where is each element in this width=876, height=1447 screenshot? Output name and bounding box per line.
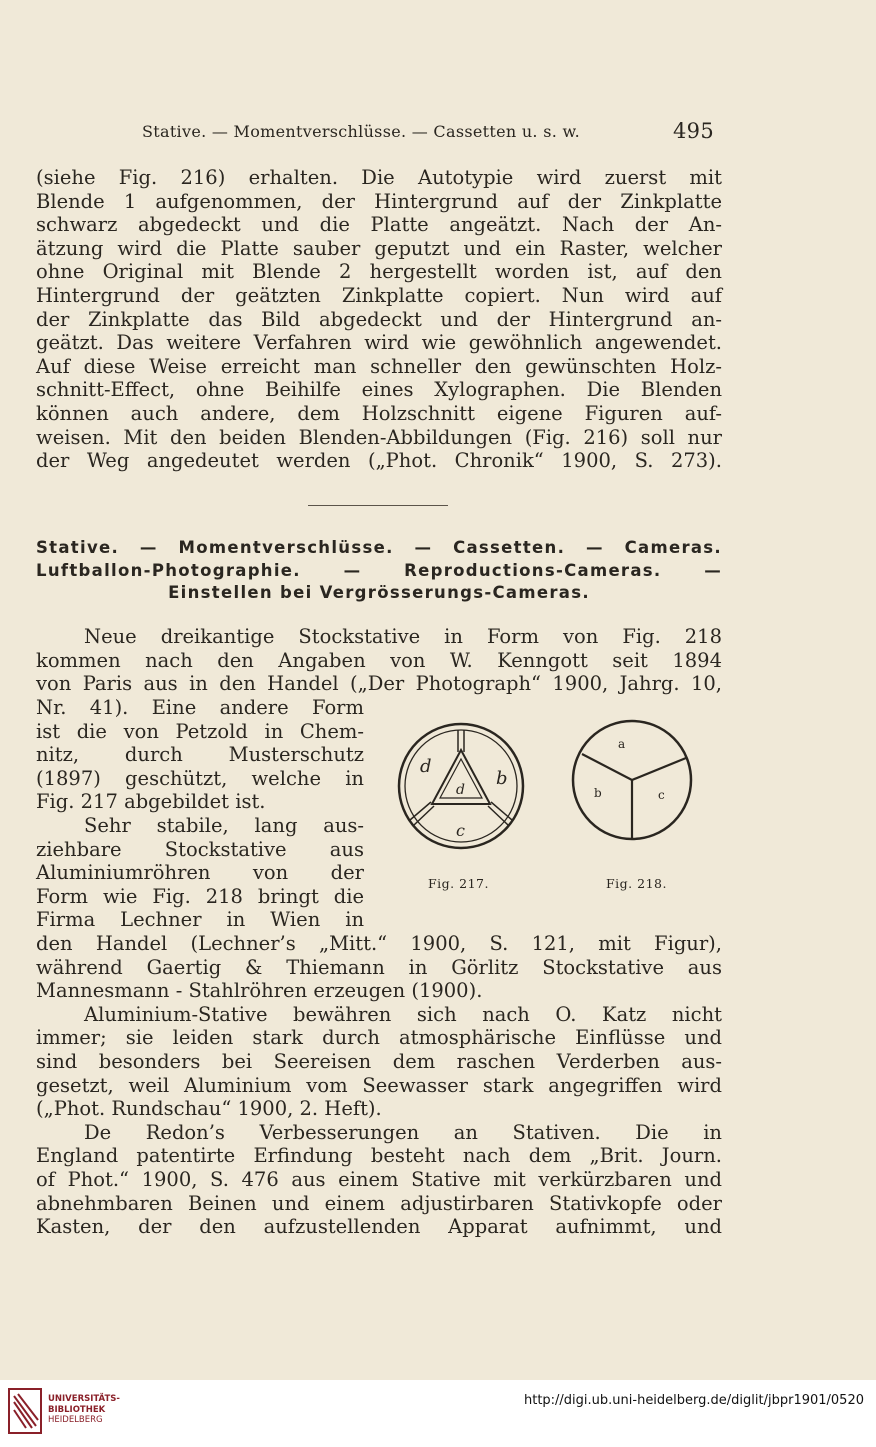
fig218-label-a: a [618,737,626,751]
figure-217-tripod-head [386,716,542,858]
fig217-label-c: c [456,821,465,840]
text-line: können auch andere, dem Holzschnitt eigene Figuren auf- [36,401,722,425]
heading-line: Stative. — Momentverschlüsse. — Cassetten. — Cameras. [36,538,722,557]
text-line: den Handel (Lechner’s „Mitt.“ 1900, S. 121, mit Figur), [36,932,722,955]
text-line: Blende 1 aufgenommen, der Hintergrund auf der Zinkplatte [36,189,722,213]
paragraph-autotypie [36,166,722,473]
text-line: schwarz abgedeckt und die Platte angeätzt. Nach der An- [36,213,722,237]
text-line: ist die von Petzold in Chem- [36,719,364,743]
fig217-caption: Fig. 217. [428,876,489,891]
text-line: ätzung wird die Platte sauber geputzt und ein Raster, welcher [36,236,722,260]
text-line: abnehmbaren Beinen und einem adjustirbaren Stativkopfe oder [36,1191,722,1215]
text-line: (siehe Fig. 216) erhalten. Die Autotypie wird zuerst mit [36,166,722,189]
text-line: Nr. 41). Eine andere Form [36,696,364,719]
text-line: Kasten, der den aufzustellenden Apparat aufnimmt, und [36,1215,722,1239]
text-line: der Weg angedeutet werden („Phot. Chronik“ 1900, S. 273). [36,449,722,473]
running-title: Stative. — Momentverschlüsse. — Cassetten u. s. w. [142,122,580,141]
text-line: Aluminium-Stative bewähren sich nach O. Katz nicht [84,1002,722,1026]
text-line: kommen nach den Angaben von W. Kenngott seit 1894 [36,648,722,672]
fig217-label-inner-d: d [456,782,465,798]
text-line: gesetzt, weil Aluminium vom Seewasser stark angegriffen wird [36,1073,722,1097]
text-line: Firma Lechner in Wien in [36,908,364,932]
text-line: Auf diese Weise erreicht man schneller den gewünschten Holz- [36,354,722,378]
fig218-label-c: c [658,788,665,802]
permalink-url[interactable]: http://digi.ub.uni-heidelberg.de/diglit/jbpr1901/0520 [523,1393,864,1408]
fig218-label-b: b [594,786,602,800]
text-line: Sehr stabile, lang aus- [84,813,364,837]
page-number: 495 [673,119,714,143]
text-line: ohne Original mit Blende 2 hergestellt worden ist, auf den [36,260,722,284]
running-header [142,119,714,146]
text-line: ziehbare Stockstative aus [36,837,364,861]
text-line: Mannesmann - Stahlröhren erzeugen (1900). [36,979,483,1003]
text-line: Neue dreikantige Stockstative in Form von Fig. 218 [84,625,722,648]
text-line: England patentirte Erfindung besteht nach dem „Brit. Journ. [36,1144,722,1168]
fig218-caption: Fig. 218. [606,876,667,891]
text-line: Hintergrund der geätzten Zinkplatte copiert. Nun wird auf [36,283,722,307]
text-line: während Gaertig & Thiemann in Görlitz Stockstative aus [36,955,722,979]
digitization-footer [0,1380,876,1447]
paragraph-stockstative-full [36,625,722,696]
fig217-label-b: b [496,768,508,789]
library-logo-icon [8,1388,42,1434]
figure-218-tripod-section [568,716,698,846]
text-line: weisen. Mit den beiden Blenden-Abbildungen (Fig. 216) soll nur [36,425,722,449]
text-line: von Paris aus in den Handel („Der Photograph“ 1900, Jahrg. 10, [36,672,722,696]
text-line: Fig. 217 abgebildet ist. [36,790,266,814]
text-line: (1897) geschützt, welche in [36,766,364,790]
text-line: nitz, durch Musterschutz [36,743,364,767]
text-line: („Phot. Rundschau“ 1900, 2. Heft). [36,1097,382,1121]
text-line: Form wie Fig. 218 bringt die [36,884,364,908]
text-line: der Zinkplatte das Bild abgedeckt und der Hintergrund an- [36,307,722,331]
text-line: sind besonders bei Seereisen dem raschen Verderben aus- [36,1049,722,1073]
text-line: geätzt. Das weitere Verfahren wird wie gewöhnlich angewendet. [36,331,722,355]
fig217-label-d: d [420,756,432,777]
library-line-2: BIBLIOTHEK [48,1404,106,1415]
heading-line: Einstellen bei Vergrösserungs-Cameras. [168,583,590,602]
section-heading [36,537,722,605]
paragraph-beside-figures [36,696,364,932]
library-line-3: HEIDELBERG [48,1415,103,1425]
text-line: De Redon’s Verbesserungen an Stativen. Die in [84,1120,722,1144]
section-divider [308,505,448,506]
text-line: immer; sie leiden stark durch atmosphärische Einflüsse und [36,1026,722,1050]
heading-line: Luftballon-Photographie. — Reproductions-Cameras. — [36,560,722,580]
library-name [48,1394,120,1426]
text-line: Aluminiumröhren von der [36,861,364,885]
text-line: of Phot.“ 1900, S. 476 aus einem Stative mit verkürzbaren und [36,1167,722,1191]
paragraph-stative-continued [36,932,722,1239]
library-line-1: UNIVERSITÄTS- [48,1394,120,1404]
text-line: schnitt-Effect, ohne Beihilfe eines Xylographen. Die Blenden [36,378,722,402]
